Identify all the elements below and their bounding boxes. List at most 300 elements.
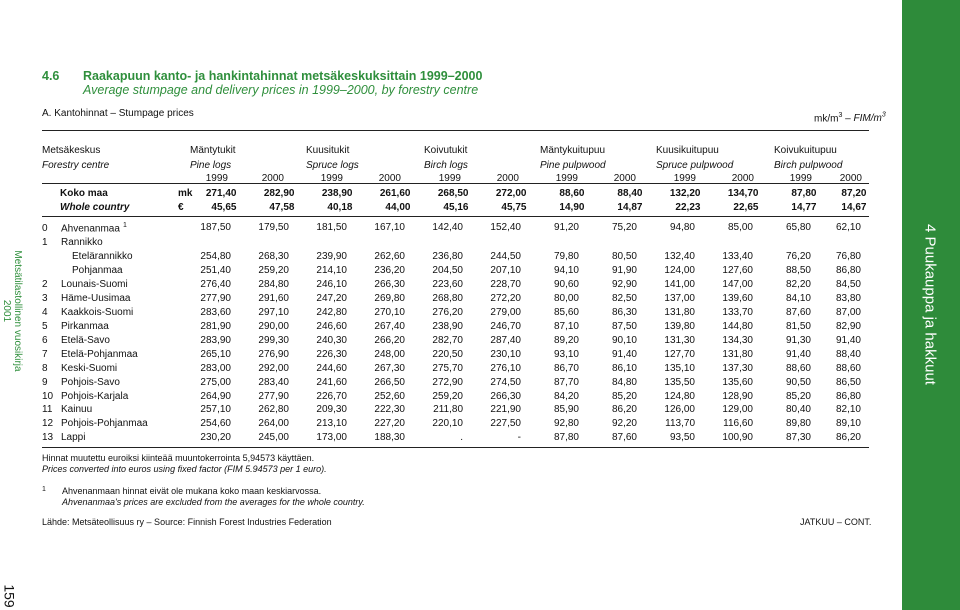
row-label-text: Kaakkois-Suomi [61,307,134,319]
row-number: 10 [42,391,54,403]
row-label [42,403,187,417]
value-cell: 287,40 [490,335,521,347]
row-label-text: Keski-Suomi [61,363,118,375]
col-header-fi: Mäntytukit [190,145,236,156]
row-label-text: Kainuu [61,404,93,415]
value-cell: 259,20 [258,265,289,277]
value-cell: 80,40 [785,404,811,415]
year-header-row [0,173,902,187]
value-cell: 87,00 [835,307,861,319]
value-cell: 91,40 [835,335,861,347]
value-cell: 134,70 [727,188,759,199]
unit-en: FIM/m [853,113,882,125]
value-cell: 87,60 [611,432,637,443]
source-note: Lähde: Metsäteollisuus ry – Source: Finnish Forest Industries Federation [42,517,332,527]
value-cell: 82,50 [611,293,637,305]
value-cell: 264,90 [200,391,231,403]
value-cell: 290,00 [258,321,289,333]
col-header-en: Pine pulpwood [540,160,606,171]
value-cell: 223,60 [432,279,463,291]
footnote-mark: 1 [42,486,46,493]
value-cell: 62,10 [835,221,861,233]
value-cell [753,236,811,250]
row-label-text: Rannikko [61,237,103,249]
col-header-fi: Koivutukit [424,145,468,156]
value-cell: 283,90 [200,335,231,347]
yearbook-side-label: Metsätilastollinen vuosikirja 2001 [1,250,23,372]
value-cell: 87,50 [611,321,637,333]
col-header-fi: Mäntykuitupuu [540,145,606,156]
value-cell: 91,90 [611,265,637,277]
year-label: 2000 [378,173,401,184]
value-cell: 181,50 [316,221,347,233]
value-cell: 262,80 [258,404,289,415]
value-cell: 246,60 [316,321,347,333]
unit-fi-sup: 3 [838,112,843,119]
value-cell [347,236,405,250]
value-cell: 88,60 [835,363,861,375]
value-cell: 84,20 [553,391,579,403]
row-label [42,376,187,390]
value-cell: 239,90 [316,251,347,263]
value-cell: 276,90 [258,349,289,361]
rule-totals-bottom [42,216,869,217]
table-row [42,219,861,236]
value-cell: 236,80 [432,251,463,263]
value-cell: 276,40 [200,279,231,291]
value-cell: 135,60 [722,377,753,389]
row-label [42,320,187,334]
value-cell: 113,70 [665,418,695,429]
value-cell: 265,10 [200,349,231,361]
table-row [42,417,861,431]
section-title-fi: Raakapuun kanto- ja hankintahinnat metsäkeskuksittain 1999–2000 [83,69,483,83]
year-label: 1999 [320,173,343,184]
value-cell: 227,50 [490,418,521,429]
unit-fi: mk/m [814,113,839,125]
value-cell: 137,00 [664,293,695,305]
value-cell: 272,00 [495,188,527,199]
value-cell: 277,90 [258,391,289,403]
value-cell: 40,18 [327,202,353,213]
value-cell: 167,10 [374,221,405,233]
value-cell: 179,50 [258,221,289,233]
continued-label: JATKUU – CONT. [800,517,872,527]
value-cell: 270,10 [374,307,405,319]
col-header-centre [42,143,109,173]
row-label-text: Etelä-Savo [61,335,110,347]
value-cell: 76,20 [785,251,811,263]
value-cell: 244,60 [316,363,347,375]
value-cell: 241,60 [316,377,347,389]
year-label: 2000 [613,173,636,184]
value-cell: 222,30 [374,404,405,415]
row-label [42,278,187,292]
value-cell: 85,20 [611,391,637,403]
value-cell: 93,10 [553,349,579,361]
value-cell: 281,90 [200,321,231,333]
value-cell: 283,40 [258,377,289,389]
value-cell: 87,10 [553,321,579,333]
table-row [42,403,861,417]
value-cell: 292,00 [258,363,289,375]
value-cell [637,236,695,250]
row-label-text: Lappi [61,432,86,443]
value-cell: 257,10 [200,404,231,415]
value-cell: 271,40 [205,188,237,199]
row-number: 1 [42,237,48,249]
table-row [42,236,861,250]
value-cell: 135,10 [664,363,695,375]
value-cell: 82,10 [835,404,861,415]
table-row [42,376,861,390]
value-cell: 244,50 [490,251,521,263]
value-cell: 88,60 [785,363,811,375]
value-cell: 100,90 [722,432,753,443]
value-cell: 207,10 [490,265,521,277]
conversion-note [42,453,327,475]
value-cell [521,236,579,250]
value-cell: 266,50 [374,377,405,389]
value-cell: 268,50 [437,188,469,199]
col-header-fi: Kuusikuitupuu [656,145,719,156]
value-cell: 82,90 [835,321,861,333]
table-row [42,201,866,215]
section-title-en: Average stumpage and delivery prices in 1999–2000, by forestry centre [83,83,479,97]
value-cell: 14,90 [559,202,585,213]
value-cell: 131,80 [664,307,695,319]
value-cell: 283,60 [200,307,231,319]
value-cell: 220,10 [432,418,463,429]
footnote-ref: 1 [122,222,127,229]
value-cell: 238,90 [321,188,353,199]
col-header-birch-pulpwood [774,143,842,173]
value-cell: 47,58 [269,202,295,213]
row-number: 5 [42,321,48,333]
value-cell: 92,90 [611,279,637,291]
value-cell: 90,50 [785,377,811,389]
col-header-fi: Kuusitukit [306,145,350,156]
value-cell: 246,10 [316,279,347,291]
value-cell: 89,80 [785,418,811,429]
unit-en-sup: 3 [881,112,886,119]
value-cell: 14,77 [791,202,817,213]
value-cell: 83,80 [835,293,861,305]
value-cell: 144,80 [722,321,753,333]
table-row [42,278,861,292]
row-unit: mk [178,188,193,199]
value-cell: 44,00 [385,202,411,213]
col-header-centre-en: Forestry centre [42,160,110,171]
forestry-centre-table [42,219,861,404]
value-cell: 261,60 [379,188,411,199]
value-cell: 90,60 [553,279,579,291]
value-cell: 75,20 [611,221,637,233]
value-cell: 227,20 [374,418,405,429]
value-cell: 204,50 [432,265,463,277]
value-cell: 127,60 [722,265,753,277]
value-cell: 141,00 [664,279,695,291]
value-cell: 221,90 [490,404,521,415]
rule-table-bottom [42,447,869,448]
value-cell: 90,10 [611,335,637,347]
value-cell: 82,20 [785,279,811,291]
value-cell: 89,10 [835,418,861,429]
value-cell: 79,80 [553,251,579,263]
value-cell: 131,80 [722,349,753,361]
value-cell: 276,20 [432,307,463,319]
table-row [42,348,861,362]
value-cell: 87,60 [785,307,811,319]
value-cell: 228,70 [490,279,521,291]
value-cell: 86,30 [611,307,637,319]
value-cell: 134,30 [722,335,753,347]
value-cell: 245,00 [258,432,289,443]
value-cell: 126,00 [664,404,695,415]
rule-top [42,130,869,131]
row-number: 3 [42,293,48,305]
year-label: 2000 [261,173,284,184]
unit-sep: – [842,113,854,125]
value-cell: 87,30 [785,432,811,443]
value-cell: 80,50 [611,251,637,263]
row-number: 12 [42,418,54,429]
value-cell: 14,87 [617,202,643,213]
value-cell: 85,60 [553,307,579,319]
value-cell: 226,70 [316,391,347,403]
row-label [42,362,187,376]
value-cell: 84,10 [785,293,811,305]
row-number: 11 [42,404,53,415]
value-cell: 14,67 [841,202,867,213]
value-cell: 133,70 [722,307,753,319]
year-label: 1999 [555,173,578,184]
value-cell: 87,80 [553,432,579,443]
value-cell [289,236,347,250]
value-cell: 272,90 [432,377,463,389]
value-cell: 220,50 [432,349,463,361]
value-cell: 139,80 [664,321,695,333]
value-cell: 94,10 [553,265,579,277]
value-cell: 124,80 [664,391,695,403]
value-cell: 188,30 [374,432,405,443]
value-cell: 133,40 [722,251,753,263]
value-cell [695,236,753,250]
value-cell: 226,30 [316,349,347,361]
row-label [42,250,187,264]
value-cell [405,236,463,250]
year-label: 1999 [205,173,228,184]
value-cell: 242,80 [316,307,347,319]
col-header-en: Spruce pulpwood [656,160,734,171]
value-cell: 87,80 [791,188,817,199]
value-cell [811,236,861,250]
section-title [83,69,482,97]
value-cell: 246,70 [490,321,521,333]
value-cell: 275,00 [200,377,231,389]
table-row [42,362,861,376]
value-cell: 84,80 [611,377,637,389]
row-number: 0 [42,223,48,235]
row-label [42,306,187,320]
value-cell [579,236,637,250]
value-cell: 80,00 [553,293,579,305]
conversion-note-en: Prices converted into euros using fixed factor (FIM 5.94573 per 1 euro). [42,464,327,474]
value-cell: 91,40 [611,349,637,361]
value-cell: 85,00 [727,221,753,233]
part-heading: A. Kantohinnat – Stumpage prices [42,108,194,119]
value-cell: 268,30 [258,251,289,263]
value-cell: 81,50 [785,321,811,333]
value-cell: 86,20 [835,432,861,443]
value-cell: 282,70 [432,335,463,347]
row-label-text: Pohjois-Savo [61,377,120,389]
value-cell: 86,20 [611,404,637,415]
value-cell: 86,10 [611,363,637,375]
value-cell: 268,80 [432,293,463,305]
row-number: 6 [42,335,48,347]
value-cell: 124,00 [664,265,695,277]
value-cell: 240,30 [316,335,347,347]
value-cell [463,236,521,250]
value-cell: 94,80 [669,221,695,233]
value-cell: 92,80 [553,418,579,429]
row-number: 2 [42,279,48,291]
row-unit: € [178,202,184,213]
value-cell: 266,20 [374,335,405,347]
col-header-en: Spruce logs [306,160,359,171]
value-cell: 272,20 [490,293,521,305]
totals-table [42,187,866,215]
year-label: 2000 [496,173,519,184]
row-label [42,431,187,445]
row-label [42,201,192,215]
year-label: 1999 [438,173,461,184]
value-cell: . [460,432,463,443]
value-cell: 132,20 [669,188,701,199]
row-number: 7 [42,349,48,361]
value-cell: 137,30 [722,363,753,375]
value-cell: 269,80 [374,293,405,305]
value-cell: - [517,432,521,443]
row-label-text: Koko maa [60,188,108,199]
value-cell: 213,10 [316,418,347,429]
col-header-pine-pulpwood [540,143,606,173]
page-number: 159 [1,584,18,608]
col-header-fi: Koivukuitupuu [774,145,837,156]
row-label [42,236,187,250]
value-cell: 230,20 [200,432,231,443]
value-cell: 209,30 [316,404,347,415]
value-cell: 299,30 [258,335,289,347]
col-header-birch-logs [424,143,468,173]
row-number: 8 [42,363,48,375]
value-cell: 86,70 [553,363,579,375]
table-row [42,187,866,201]
value-cell: 248,00 [374,349,405,361]
value-cell: 266,30 [374,279,405,291]
value-cell: 91,40 [785,349,811,361]
year-label: 2000 [731,173,754,184]
col-header-pine-logs [190,143,236,173]
value-cell: 132,40 [664,251,695,263]
col-header-spruce-pulpwood [656,143,733,173]
table-row [42,320,861,334]
value-cell [231,236,289,250]
value-cell: 238,90 [432,321,463,333]
row-label-text: Häme-Uusimaa [61,293,131,305]
col-header-en: Birch pulpwood [774,160,843,171]
row-number: 9 [42,377,48,389]
value-cell: 247,20 [316,293,347,305]
table-row [42,250,861,264]
row-number: 4 [42,307,48,319]
value-cell: 187,50 [200,221,231,233]
value-cell: 254,60 [200,418,231,429]
value-cell: 86,50 [835,377,861,389]
row-label-text: Whole country [60,202,130,213]
value-cell: 131,30 [664,335,695,347]
row-label [42,292,187,306]
value-cell: 93,50 [669,432,695,443]
row-number: 13 [42,432,54,443]
value-cell: 88,40 [617,188,643,199]
value-cell: 22,23 [675,202,701,213]
value-cell: 277,90 [200,293,231,305]
value-cell: 211,80 [433,404,463,415]
value-cell: 147,00 [722,279,753,291]
value-cell: 22,65 [733,202,759,213]
col-header-centre-fi: Metsäkeskus [42,145,101,156]
value-cell: 267,30 [374,363,405,375]
value-cell: 85,20 [785,391,811,403]
value-cell: 282,90 [263,188,295,199]
value-cell [187,236,231,250]
row-label-text: Pohjois-Pohjanmaa [61,418,148,429]
value-cell: 85,90 [553,404,579,415]
row-label-text: Lounais-Suomi [61,279,128,291]
value-cell: 88,50 [785,265,811,277]
row-label-text: Pohjanmaa [72,265,123,277]
chapter-tab-label: 4 Puukauppa ja hakkuut [921,224,939,385]
value-cell: 264,00 [258,418,289,429]
value-cell: 91,20 [553,221,579,233]
year-label: 1999 [789,173,812,184]
value-cell: 276,10 [490,363,521,375]
value-cell: 89,20 [553,335,579,347]
footnote-fi: Ahvenanmaan hinnat eivät ole mukana koko maan keskiarvossa. [62,486,322,496]
value-cell: 142,40 [432,221,463,233]
value-cell: 259,20 [432,391,463,403]
value-cell: 88,40 [835,349,861,361]
table-row [42,431,861,445]
value-cell: 45,65 [211,202,237,213]
value-cell: 279,00 [490,307,521,319]
year-label: 1999 [673,173,696,184]
value-cell: 65,80 [785,221,811,233]
value-cell: 116,60 [723,418,753,429]
value-cell: 274,50 [490,377,521,389]
value-cell: 214,10 [316,265,347,277]
row-label-text: Etelä-Pohjanmaa [61,349,138,361]
table-row [42,334,861,348]
row-label [42,417,187,431]
value-cell: 135,50 [664,377,695,389]
value-cell: 291,60 [258,293,289,305]
table-row [42,264,861,278]
value-cell: 45,75 [501,202,527,213]
value-cell: 284,80 [258,279,289,291]
